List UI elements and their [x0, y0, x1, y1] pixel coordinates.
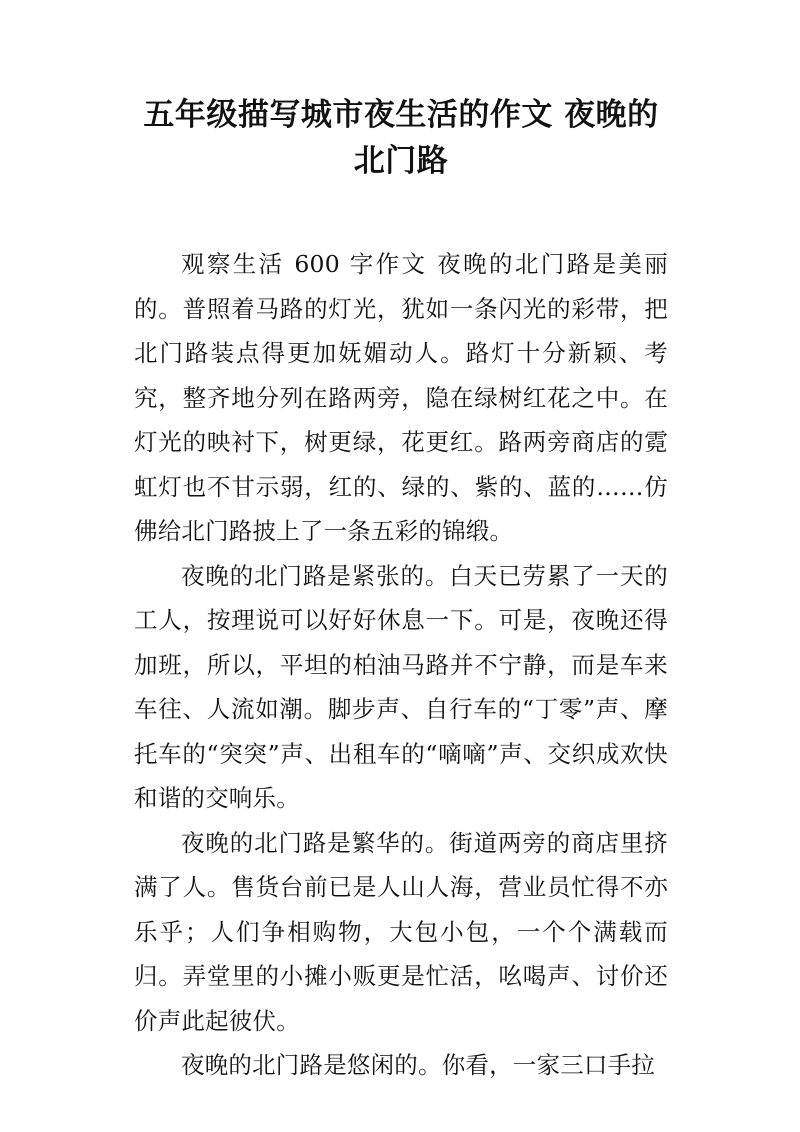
paragraph-1: 观察生活 600 字作文 夜晚的北门路是美丽的。普照着马路的灯光，犹如一条闪光的彩带，把北门路装点得更加妩媚动人。路灯十分新颖、考究，整齐地分列在路两旁，隐在绿树红花之中。在灯光的映衬下，树更绿，花更红。路两旁商店的霓虹灯也不甘示弱，红的、绿的、紫的、蓝的……仿佛给北门路披上了一条五彩的锦缎。	[134, 250, 668, 545]
document-body	[134, 242, 668, 1088]
title-line-2: 北门路	[353, 143, 449, 179]
paragraph-4: 夜晚的北门路是悠闲的。你看，一家三口手拉	[181, 1051, 655, 1079]
paragraph-3: 夜晚的北门路是繁华的。街道两旁的商店里挤满了人。售货台前已是人山人海，营业员忙得不亦乐乎；人们争相购物，大包小包，一个个满载而归。弄堂里的小摊小贩更是忙活，吆喝声、讨价还价声此起彼伏。	[134, 828, 668, 1035]
document-title	[134, 92, 668, 184]
title-line-1: 五年级描写城市夜生活的作文 夜晚的	[143, 97, 659, 133]
paragraph-2: 夜晚的北门路是紧张的。白天已劳累了一天的工人，按理说可以好好休息一下。可是，夜晚还得加班，所以，平坦的柏油马路并不宁静，而是车来车往、人流如潮。脚步声、自行车的“丁零”声、摩托车的“突突”声、出租车的“嘀嘀”声、交织成欢快和谐的交响乐。	[134, 561, 668, 812]
